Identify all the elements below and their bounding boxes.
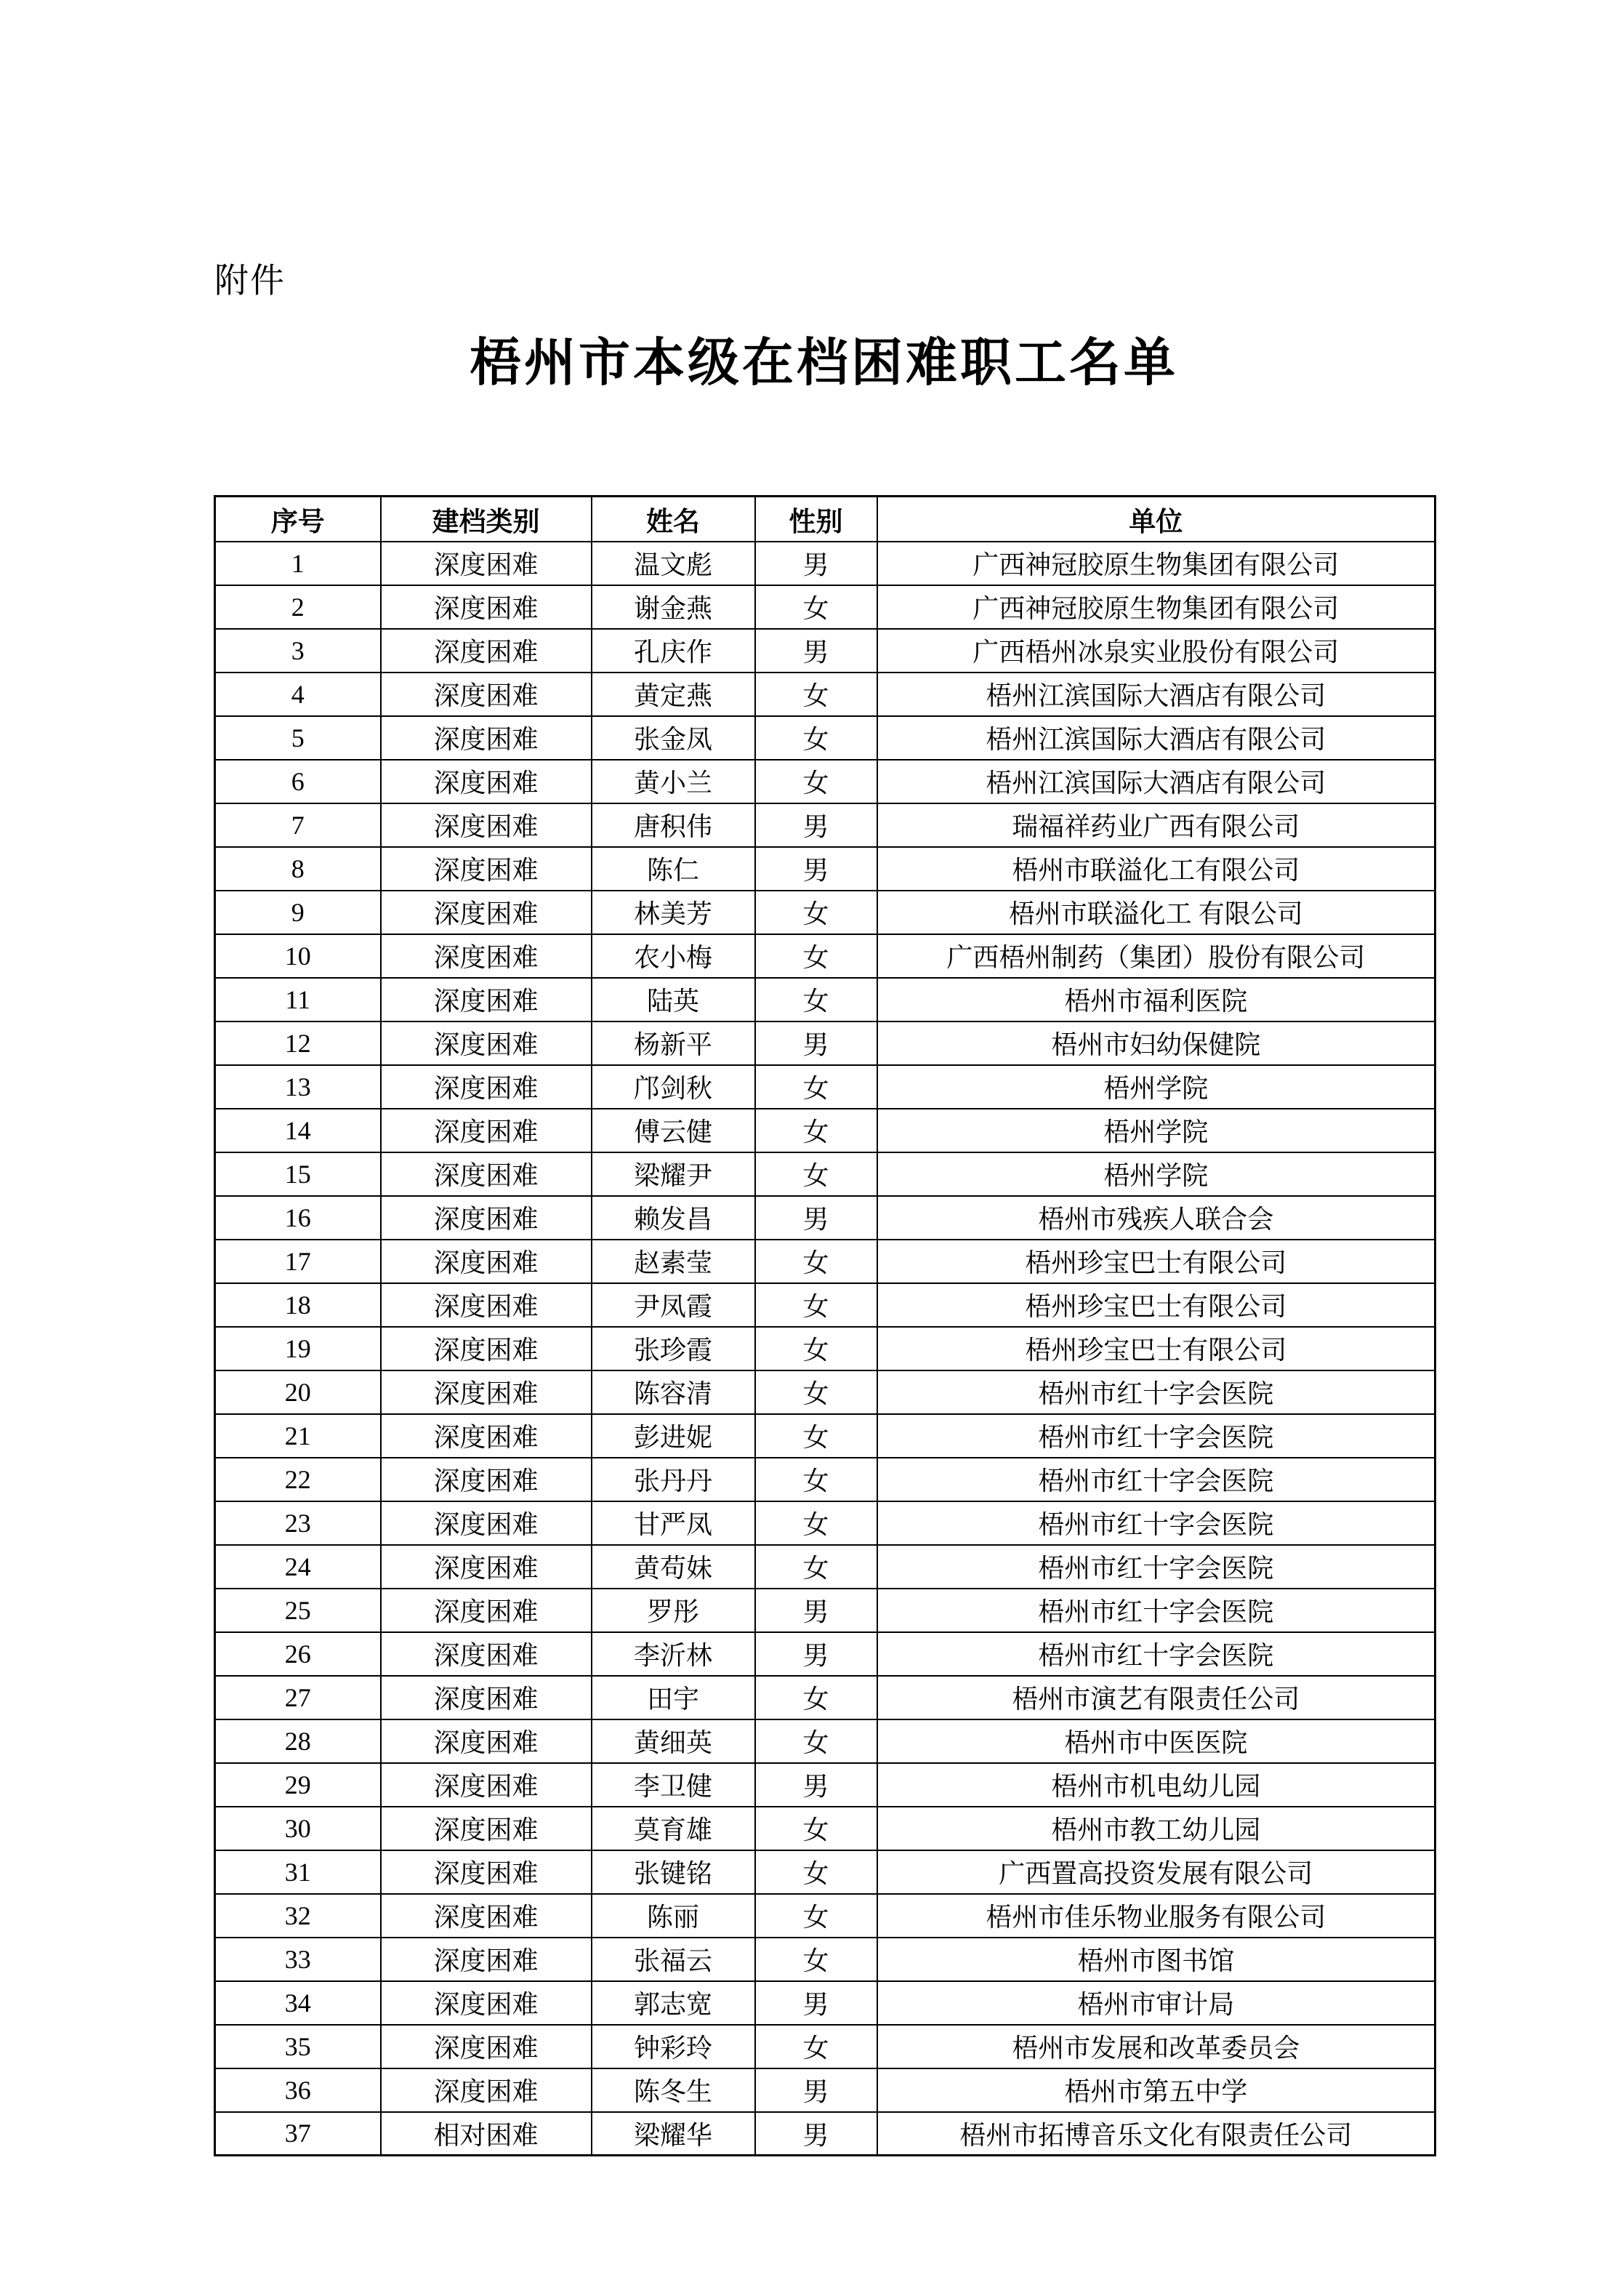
category-cell: 深度困难 — [381, 934, 592, 978]
table-row — [215, 2025, 1435, 2068]
row-number-cell: 26 — [215, 1632, 381, 1676]
name-cell: 尹凤霞 — [592, 1283, 755, 1327]
name-cell: 黄细英 — [592, 1719, 755, 1763]
table-row — [215, 716, 1435, 760]
column-header-gender: 性别 — [755, 497, 877, 542]
category-cell: 深度困难 — [381, 803, 592, 847]
category-cell: 深度困难 — [381, 1589, 592, 1632]
row-number-cell: 34 — [215, 1981, 381, 2025]
name-cell: 杨新平 — [592, 1021, 755, 1065]
unit-cell: 梧州市图书馆 — [877, 1938, 1435, 1981]
column-header-category: 建档类别 — [381, 497, 592, 542]
name-cell: 唐积伟 — [592, 803, 755, 847]
table-row — [215, 585, 1435, 629]
category-cell: 深度困难 — [381, 2025, 592, 2068]
name-cell: 梁耀尹 — [592, 1152, 755, 1196]
row-number-cell: 29 — [215, 1763, 381, 1807]
row-number-cell: 27 — [215, 1676, 381, 1719]
category-cell: 深度困难 — [381, 1763, 592, 1807]
row-number-cell: 13 — [215, 1065, 381, 1109]
gender-cell: 女 — [755, 1414, 877, 1458]
unit-cell: 梧州珍宝巴士有限公司 — [877, 1283, 1435, 1327]
gender-cell: 男 — [755, 2068, 877, 2112]
table-row — [215, 1458, 1435, 1501]
gender-cell: 女 — [755, 1109, 877, 1152]
category-cell: 深度困难 — [381, 1283, 592, 1327]
category-cell: 深度困难 — [381, 1632, 592, 1676]
unit-cell: 梧州市红十字会医院 — [877, 1458, 1435, 1501]
category-cell: 深度困难 — [381, 1327, 592, 1370]
gender-cell: 女 — [755, 1370, 877, 1414]
name-cell: 李沂林 — [592, 1632, 755, 1676]
category-cell: 深度困难 — [381, 891, 592, 934]
row-number-cell: 35 — [215, 2025, 381, 2068]
name-cell: 谢金燕 — [592, 585, 755, 629]
table-row — [215, 1414, 1435, 1458]
table-row — [215, 1109, 1435, 1152]
gender-cell: 女 — [755, 1152, 877, 1196]
table-row — [215, 1981, 1435, 2025]
row-number-cell: 14 — [215, 1109, 381, 1152]
table-row — [215, 847, 1435, 891]
name-cell: 赵素莹 — [592, 1240, 755, 1283]
table-row — [215, 1850, 1435, 1894]
roster-table — [214, 495, 1436, 2156]
category-cell: 深度困难 — [381, 1109, 592, 1152]
gender-cell: 男 — [755, 1196, 877, 1240]
unit-cell: 广西神冠胶原生物集团有限公司 — [877, 542, 1435, 585]
name-cell: 孔庆作 — [592, 629, 755, 673]
name-cell: 农小梅 — [592, 934, 755, 978]
category-cell: 深度困难 — [381, 1152, 592, 1196]
category-cell: 深度困难 — [381, 1021, 592, 1065]
table-row — [215, 1021, 1435, 1065]
gender-cell: 女 — [755, 934, 877, 978]
row-number-cell: 2 — [215, 585, 381, 629]
table-row — [215, 2068, 1435, 2112]
table-row — [215, 1807, 1435, 1850]
gender-cell: 女 — [755, 1327, 877, 1370]
gender-cell: 男 — [755, 847, 877, 891]
unit-cell: 梧州市机电幼儿园 — [877, 1763, 1435, 1807]
category-cell: 深度困难 — [381, 978, 592, 1021]
gender-cell: 女 — [755, 1458, 877, 1501]
gender-cell: 女 — [755, 891, 877, 934]
gender-cell: 男 — [755, 1589, 877, 1632]
column-header-unit: 单位 — [877, 497, 1435, 542]
category-cell: 深度困难 — [381, 1676, 592, 1719]
row-number-cell: 32 — [215, 1894, 381, 1938]
table-row — [215, 1763, 1435, 1807]
gender-cell: 女 — [755, 1240, 877, 1283]
row-number-cell: 8 — [215, 847, 381, 891]
name-cell: 邝剑秋 — [592, 1065, 755, 1109]
gender-cell: 男 — [755, 1021, 877, 1065]
unit-cell: 梧州市联溢化工有限公司 — [877, 847, 1435, 891]
gender-cell: 女 — [755, 1501, 877, 1545]
unit-cell: 梧州市红十字会医院 — [877, 1370, 1435, 1414]
column-header-name: 姓名 — [592, 497, 755, 542]
name-cell: 傅云健 — [592, 1109, 755, 1152]
category-cell: 深度困难 — [381, 1938, 592, 1981]
table-row — [215, 1545, 1435, 1589]
unit-cell: 广西置高投资发展有限公司 — [877, 1850, 1435, 1894]
category-cell: 深度困难 — [381, 1807, 592, 1850]
unit-cell: 梧州市教工幼儿园 — [877, 1807, 1435, 1850]
unit-cell: 梧州市红十字会医院 — [877, 1501, 1435, 1545]
gender-cell: 女 — [755, 1850, 877, 1894]
category-cell: 深度困难 — [381, 1894, 592, 1938]
name-cell: 李卫健 — [592, 1763, 755, 1807]
unit-cell: 广西神冠胶原生物集团有限公司 — [877, 585, 1435, 629]
unit-cell: 梧州学院 — [877, 1152, 1435, 1196]
name-cell: 林美芳 — [592, 891, 755, 934]
category-cell: 深度困难 — [381, 760, 592, 803]
row-number-cell: 9 — [215, 891, 381, 934]
gender-cell: 女 — [755, 585, 877, 629]
unit-cell: 梧州市审计局 — [877, 1981, 1435, 2025]
unit-cell: 梧州市拓博音乐文化有限责任公司 — [877, 2112, 1435, 2156]
name-cell: 钟彩玲 — [592, 2025, 755, 2068]
table-row — [215, 673, 1435, 716]
category-cell: 深度困难 — [381, 1458, 592, 1501]
category-cell: 深度困难 — [381, 673, 592, 716]
table-row — [215, 1065, 1435, 1109]
unit-cell: 梧州市演艺有限责任公司 — [877, 1676, 1435, 1719]
table-row — [215, 978, 1435, 1021]
name-cell: 张福云 — [592, 1938, 755, 1981]
unit-cell: 梧州市红十字会医院 — [877, 1545, 1435, 1589]
gender-cell: 女 — [755, 978, 877, 1021]
unit-cell: 梧州市中医医院 — [877, 1719, 1435, 1763]
name-cell: 温文彪 — [592, 542, 755, 585]
row-number-cell: 19 — [215, 1327, 381, 1370]
table-row — [215, 542, 1435, 585]
row-number-cell: 12 — [215, 1021, 381, 1065]
unit-cell: 梧州学院 — [877, 1065, 1435, 1109]
name-cell: 黄苟妹 — [592, 1545, 755, 1589]
table-row — [215, 629, 1435, 673]
row-number-cell: 6 — [215, 760, 381, 803]
gender-cell: 男 — [755, 1981, 877, 2025]
table-row — [215, 1283, 1435, 1327]
gender-cell: 女 — [755, 1065, 877, 1109]
unit-cell: 梧州市红十字会医院 — [877, 1632, 1435, 1676]
unit-cell: 瑞福祥药业广西有限公司 — [877, 803, 1435, 847]
table-header — [215, 497, 1435, 542]
category-cell: 深度困难 — [381, 542, 592, 585]
row-number-cell: 30 — [215, 1807, 381, 1850]
unit-cell: 梧州市红十字会医院 — [877, 1414, 1435, 1458]
category-cell: 深度困难 — [381, 629, 592, 673]
name-cell: 陈仁 — [592, 847, 755, 891]
table-row — [215, 1152, 1435, 1196]
table-row — [215, 1240, 1435, 1283]
gender-cell: 男 — [755, 803, 877, 847]
unit-cell: 梧州市佳乐物业服务有限公司 — [877, 1894, 1435, 1938]
table-row — [215, 1676, 1435, 1719]
category-cell: 深度困难 — [381, 1414, 592, 1458]
row-number-cell: 21 — [215, 1414, 381, 1458]
gender-cell: 女 — [755, 1894, 877, 1938]
gender-cell: 女 — [755, 716, 877, 760]
unit-cell: 梧州市妇幼保健院 — [877, 1021, 1435, 1065]
row-number-cell: 16 — [215, 1196, 381, 1240]
gender-cell: 女 — [755, 1545, 877, 1589]
category-cell: 深度困难 — [381, 1719, 592, 1763]
table-row — [215, 1719, 1435, 1763]
name-cell: 陆英 — [592, 978, 755, 1021]
table-row — [215, 1632, 1435, 1676]
gender-cell: 女 — [755, 673, 877, 716]
category-cell: 深度困难 — [381, 1065, 592, 1109]
page-title: 梧州市本级在档困难职工名单 — [469, 335, 1178, 392]
row-number-cell: 7 — [215, 803, 381, 847]
unit-cell: 梧州江滨国际大酒店有限公司 — [877, 716, 1435, 760]
unit-cell: 梧州珍宝巴士有限公司 — [877, 1327, 1435, 1370]
gender-cell: 女 — [755, 1676, 877, 1719]
table-row — [215, 1327, 1435, 1370]
unit-cell: 梧州市第五中学 — [877, 2068, 1435, 2112]
row-number-cell: 11 — [215, 978, 381, 1021]
gender-cell: 女 — [755, 1283, 877, 1327]
name-cell: 张键铭 — [592, 1850, 755, 1894]
row-number-cell: 1 — [215, 542, 381, 585]
unit-cell: 梧州市红十字会医院 — [877, 1589, 1435, 1632]
row-number-cell: 15 — [215, 1152, 381, 1196]
table-row — [215, 2112, 1435, 2156]
category-cell: 深度困难 — [381, 1545, 592, 1589]
row-number-cell: 20 — [215, 1370, 381, 1414]
unit-cell: 梧州珍宝巴士有限公司 — [877, 1240, 1435, 1283]
row-number-cell: 31 — [215, 1850, 381, 1894]
name-cell: 彭进妮 — [592, 1414, 755, 1458]
table-row — [215, 934, 1435, 978]
gender-cell: 男 — [755, 2112, 877, 2156]
table-row — [215, 803, 1435, 847]
gender-cell: 女 — [755, 1938, 877, 1981]
unit-cell: 梧州市发展和改革委员会 — [877, 2025, 1435, 2068]
table-row — [215, 1501, 1435, 1545]
name-cell: 陈冬生 — [592, 2068, 755, 2112]
row-number-cell: 23 — [215, 1501, 381, 1545]
row-number-cell: 25 — [215, 1589, 381, 1632]
name-cell: 田宇 — [592, 1676, 755, 1719]
table-row — [215, 760, 1435, 803]
gender-cell: 女 — [755, 760, 877, 803]
category-cell: 深度困难 — [381, 1196, 592, 1240]
table-row — [215, 1196, 1435, 1240]
table-body — [215, 542, 1435, 2156]
row-number-cell: 33 — [215, 1938, 381, 1981]
name-cell: 黄定燕 — [592, 673, 755, 716]
unit-cell: 梧州市残疾人联合会 — [877, 1196, 1435, 1240]
table-row — [215, 1894, 1435, 1938]
unit-cell: 广西梧州制药（集团）股份有限公司 — [877, 934, 1435, 978]
row-number-cell: 22 — [215, 1458, 381, 1501]
row-number-cell: 10 — [215, 934, 381, 978]
name-cell: 赖发昌 — [592, 1196, 755, 1240]
name-cell: 罗彤 — [592, 1589, 755, 1632]
category-cell: 深度困难 — [381, 1501, 592, 1545]
row-number-cell: 5 — [215, 716, 381, 760]
name-cell: 莫育雄 — [592, 1807, 755, 1850]
row-number-cell: 36 — [215, 2068, 381, 2112]
category-cell: 相对困难 — [381, 2112, 592, 2156]
attachment-label: 附件 — [214, 262, 286, 300]
row-number-cell: 24 — [215, 1545, 381, 1589]
category-cell: 深度困难 — [381, 716, 592, 760]
row-number-cell: 37 — [215, 2112, 381, 2156]
table-row — [215, 1938, 1435, 1981]
table-row — [215, 891, 1435, 934]
row-number-cell: 17 — [215, 1240, 381, 1283]
name-cell: 张珍霞 — [592, 1327, 755, 1370]
gender-cell: 女 — [755, 1719, 877, 1763]
unit-cell: 梧州江滨国际大酒店有限公司 — [877, 673, 1435, 716]
category-cell: 深度困难 — [381, 1370, 592, 1414]
name-cell: 郭志宽 — [592, 1981, 755, 2025]
category-cell: 深度困难 — [381, 847, 592, 891]
row-number-cell: 28 — [215, 1719, 381, 1763]
gender-cell: 男 — [755, 542, 877, 585]
name-cell: 陈容清 — [592, 1370, 755, 1414]
name-cell: 陈丽 — [592, 1894, 755, 1938]
category-cell: 深度困难 — [381, 2068, 592, 2112]
unit-cell: 梧州市联溢化工 有限公司 — [877, 891, 1435, 934]
unit-cell: 梧州市福利医院 — [877, 978, 1435, 1021]
unit-cell: 梧州学院 — [877, 1109, 1435, 1152]
unit-cell: 梧州江滨国际大酒店有限公司 — [877, 760, 1435, 803]
gender-cell: 男 — [755, 1632, 877, 1676]
row-number-cell: 18 — [215, 1283, 381, 1327]
gender-cell: 女 — [755, 2025, 877, 2068]
name-cell: 张丹丹 — [592, 1458, 755, 1501]
category-cell: 深度困难 — [381, 1240, 592, 1283]
roster-table-container — [214, 495, 1434, 2156]
table-row — [215, 1589, 1435, 1632]
category-cell: 深度困难 — [381, 1981, 592, 2025]
category-cell: 深度困难 — [381, 1850, 592, 1894]
row-number-cell: 4 — [215, 673, 381, 716]
column-header-index: 序号 — [215, 497, 381, 542]
category-cell: 深度困难 — [381, 585, 592, 629]
header-row — [215, 497, 1435, 542]
row-number-cell: 3 — [215, 629, 381, 673]
gender-cell: 女 — [755, 1807, 877, 1850]
name-cell: 甘严凤 — [592, 1501, 755, 1545]
name-cell: 黄小兰 — [592, 760, 755, 803]
name-cell: 张金凤 — [592, 716, 755, 760]
table-row — [215, 1370, 1435, 1414]
unit-cell: 广西梧州冰泉实业股份有限公司 — [877, 629, 1435, 673]
gender-cell: 男 — [755, 629, 877, 673]
name-cell: 梁耀华 — [592, 2112, 755, 2156]
gender-cell: 男 — [755, 1763, 877, 1807]
